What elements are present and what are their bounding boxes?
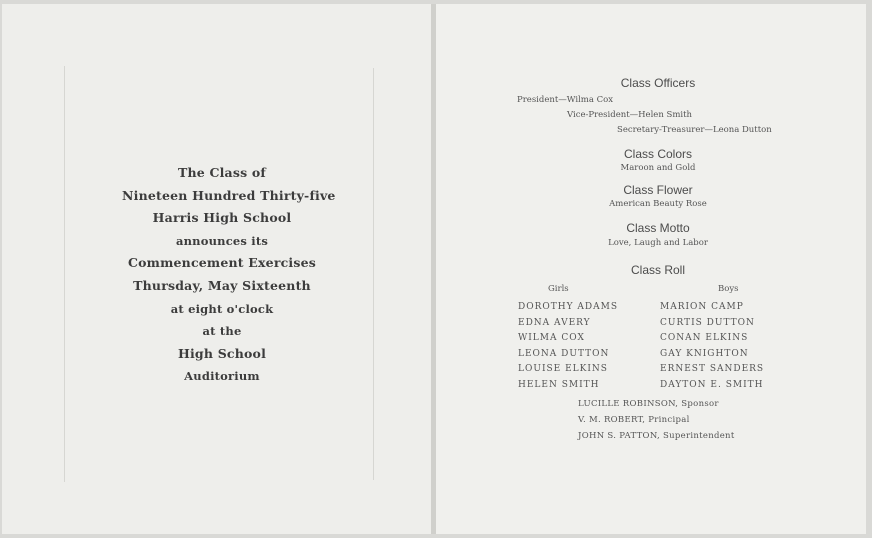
announcement-line: Nineteen Hundred Thirty-five [122,187,336,203]
announcement-line: at the [202,324,242,339]
officer-president: President—Wilma Cox [517,95,614,105]
staff-list [578,396,735,444]
list-item: ERNEST SANDERS [660,364,765,375]
list-item: MARION CAMP [660,302,744,312]
class-colors: Maroon and Gold [620,163,696,173]
list-item: LOUISE ELKINS [518,364,608,375]
right-page [436,4,866,534]
announcement-line: at eight o'clock [170,301,274,316]
list-item: EDNA AVERY [518,317,591,328]
announcement-text [122,162,336,388]
announcement-line: Commencement Exercises [127,255,317,271]
announcement-line: High School [177,345,267,361]
list-item: DAYTON E. SMITH [660,379,764,390]
flower-heading: Class Flower [623,183,693,197]
list-item: CURTIS DUTTON [660,317,755,328]
list-item: GAY KNIGHTON [660,348,749,359]
staff-superintendent: JOHN S. PATTON, Superintendent [578,431,735,441]
left-page [2,4,431,534]
colors-heading: Class Colors [623,147,692,161]
officer-secretary-treasurer: Secretary-Treasurer—Leona Dutton [617,125,772,135]
announcement-line: Thursday, May Sixteenth [133,277,311,293]
list-item: DOROTHY ADAMS [518,302,618,312]
staff-principal: V. M. ROBERT, Principal [578,415,690,425]
officers-heading: Class Officers [620,76,696,90]
list-item: LEONA DUTTON [518,348,610,359]
boys-list [660,300,764,394]
announcement-line: Harris High School [152,210,292,226]
officer-vice-president: Vice-President—Helen Smith [567,110,692,120]
class-flower: American Beauty Rose [609,199,707,209]
boys-heading: Boys [718,284,739,294]
fold-crease [64,66,65,482]
staff-sponsor: LUCILLE ROBINSON, Sponsor [578,399,719,409]
motto-heading: Class Motto [626,221,690,235]
list-item: WILMA COX [518,333,585,344]
girls-list [518,300,618,394]
class-motto: Love, Laugh and Labor [608,238,708,248]
list-item: CONAN ELKINS [660,333,749,344]
girls-heading: Girls [548,284,569,294]
announcement-line: The Class of [177,165,267,180]
list-item: HELEN SMITH [518,379,600,390]
announcement-line: announces its [175,233,269,248]
roll-heading: Class Roll [630,263,685,277]
announcement-line: Auditorium [184,369,260,384]
fold-crease [373,68,374,480]
